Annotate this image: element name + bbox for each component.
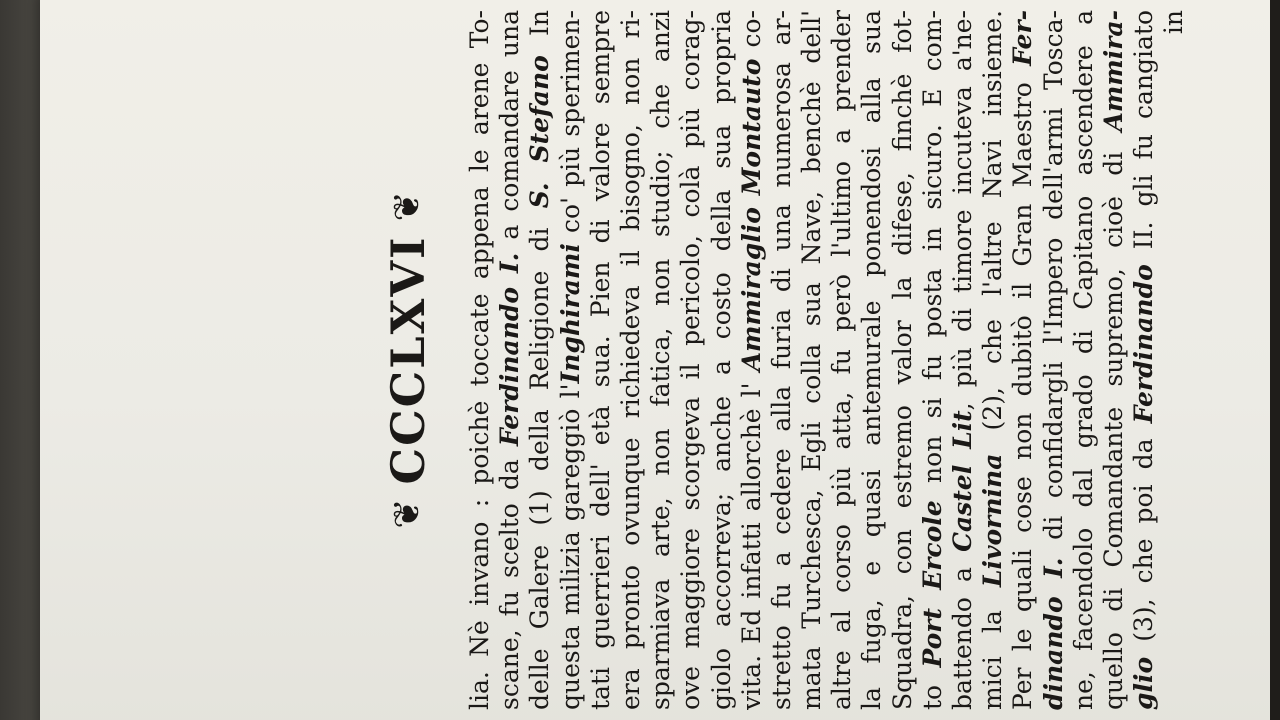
italic-name: Ammiraglio Montauto <box>736 58 766 372</box>
text-line <box>495 10 525 710</box>
text-segment: non si fu posta in sicuro. E com- <box>917 10 947 501</box>
text-segment: era pronto ovunque richiedeva il bisogno, non ri- <box>615 10 645 710</box>
text-segment: giolo accorreva; anche a costo della sua propria <box>706 10 736 710</box>
text-segment: di confidargli l'Impero dell'armi Tosca- <box>1038 10 1068 558</box>
italic-name: Ammira- <box>1098 10 1128 132</box>
italic-name: dinando I. <box>1038 557 1068 710</box>
text-line <box>948 10 978 710</box>
italic-name: Livornina <box>978 453 1008 588</box>
text-segment: stretto fu a cedere alla furia di una numerosa ar- <box>766 10 796 710</box>
text-line <box>888 10 918 710</box>
left-ornament-icon: ❦ <box>387 498 428 529</box>
page-edge-shadow <box>1270 0 1280 720</box>
text-line <box>827 10 857 710</box>
text-segment: mici la <box>978 587 1008 710</box>
page-text-body <box>465 10 1190 710</box>
text-line <box>1008 10 1038 710</box>
text-line <box>1129 10 1159 710</box>
italic-name: Ferdinando I. <box>495 252 525 447</box>
text-segment: Squadra, con estremo valor la difese, finchè fot- <box>887 10 917 710</box>
text-segment: co- <box>736 10 766 59</box>
italic-name: glio <box>1129 656 1159 710</box>
text-segment: battendo a <box>948 551 977 710</box>
text-segment: lia. Nè invano : poichè toccate appena le arene To- <box>465 10 494 710</box>
text-line <box>707 10 737 710</box>
text-segment: in <box>1159 10 1189 35</box>
text-line <box>616 10 646 710</box>
italic-name: Ferdinando <box>1129 264 1159 424</box>
text-line <box>1069 10 1099 710</box>
text-line <box>857 10 887 710</box>
text-line <box>586 10 616 710</box>
text-line <box>737 10 767 710</box>
text-line <box>978 10 1008 710</box>
text-segment: a comandare una <box>495 10 525 253</box>
text-line <box>767 10 797 710</box>
text-line <box>1099 10 1129 710</box>
text-line <box>676 10 706 710</box>
text-line <box>646 10 676 710</box>
text-segment: tati guerrieri dell' età sua. Pien di valore sempre <box>585 10 615 710</box>
text-segment: to <box>917 667 947 710</box>
text-segment: , più di timore incuteva a'ne- <box>948 10 977 411</box>
italic-name: Inghirami <box>555 243 585 384</box>
italic-name: Castel Lit <box>948 410 977 552</box>
text-line <box>556 10 586 710</box>
italic-name: Fer- <box>1008 10 1038 66</box>
text-segment: altre al corso più atta, fu però l'ultimo a prender <box>827 10 857 710</box>
text-segment: (2), che l'altre Navi insieme. <box>978 10 1008 454</box>
text-line <box>1159 10 1189 710</box>
text-line <box>918 10 948 710</box>
text-segment: ove maggiore scorgeva il pericolo, colà più corag- <box>676 10 706 710</box>
text-segment: questa milizia gareggiò l' <box>555 383 585 710</box>
text-line <box>797 10 827 710</box>
text-segment: In <box>525 10 555 56</box>
page-header <box>378 0 438 720</box>
text-segment: ne, facendolo dal grado di Capitano ascendere a <box>1068 10 1098 710</box>
italic-name: S. Stefano <box>525 55 555 209</box>
page-number: CCCLXVI <box>381 235 435 485</box>
right-ornament-icon: ❦ <box>387 191 428 222</box>
text-segment: mata Turchesca, Egli colla sua Nave, benchè dell' <box>797 10 827 710</box>
italic-name: Port Ercole <box>917 500 947 668</box>
text-line <box>465 10 495 710</box>
text-segment: delle Galere (1) della Religione di <box>525 208 555 710</box>
text-line <box>1039 10 1069 710</box>
text-line <box>525 10 555 710</box>
book-page <box>140 0 1189 720</box>
text-segment: co' più sperimen- <box>555 10 585 244</box>
text-segment: la fuga, e quasi antemurale ponendosi alla sua <box>857 10 887 710</box>
text-segment: (3), che poi da <box>1129 423 1159 657</box>
text-segment: Per le quali cose non dubitò il Gran Maestro <box>1008 65 1038 710</box>
text-segment: quello di Comandante supremo, cioè di <box>1098 131 1128 710</box>
text-segment: vita. Ed infatti allorchè l' <box>736 371 766 710</box>
text-segment: scane, fu scelto da <box>495 446 525 710</box>
text-segment: II. gli fu cangiato <box>1129 10 1159 265</box>
text-segment: sparmiava arte, non fatica, non studio; che anzi <box>646 10 676 710</box>
